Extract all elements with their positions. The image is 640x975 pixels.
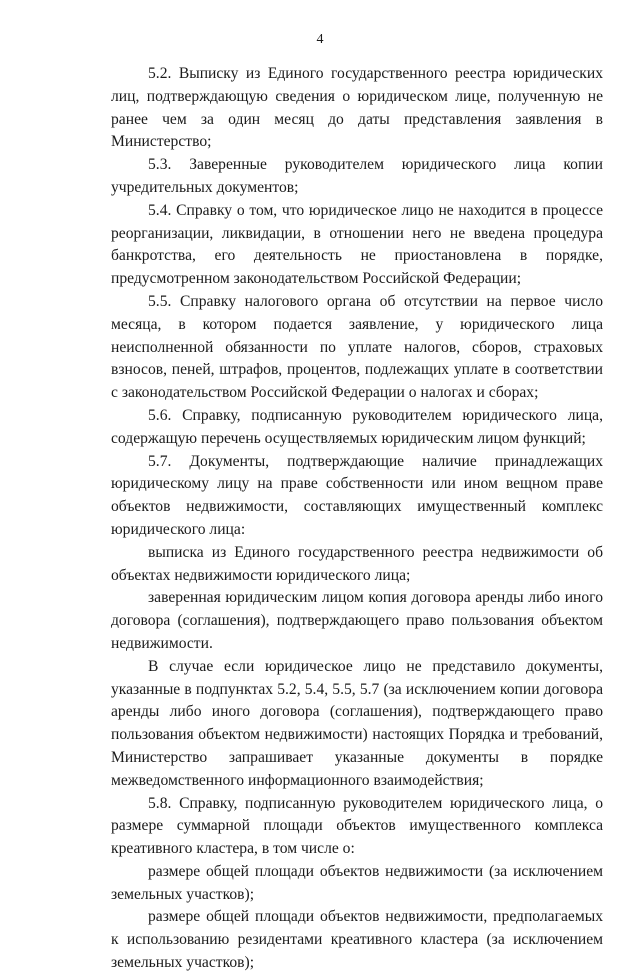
paragraph-5-7-lease-copy: заверенная юридическим лицом копия договора аренды либо иного договора (соглашения), подтверждающего право пользования объектом недвижимости. (111, 589, 603, 652)
paragraph-5-8-total-area: размере общей площади объектов недвижимости (за исключением земельных участков); (111, 862, 603, 903)
paragraph-5-8-resident-area: размере общей площади объектов недвижимости, предполагаемых к использованию резидентами креативного кластера (за исключением земельных участков); (111, 908, 603, 972)
paragraph-5-7-extract: выписка из Единого государственного реестра недвижимости об объектах недвижимости юридического лица; (111, 543, 603, 584)
paragraph-5-4: 5.4. Справку о том, что юридическое лицо не находится в процессе реорганизации, ликвидации, в отношении него не введена процедура банкротства, его деятельность не приостановлена в порядке, предусмотренном законодательством Российской Федерации; (111, 201, 603, 288)
paragraph-5-3: 5.3. Заверенные руководителем юридического лица копии учредительных документов; (111, 156, 603, 196)
paragraph-interagency-request: В случае если юридическое лицо не представило документы, указанные в подпунктах 5.2, 5.4, 5.5, 5.7 (за исключением копии договора аренды либо иного договора (соглашения), подтверждающего право пользования объектом недвижимости) настоящих Порядка и требований, Министерство запрашивает указанные документы в порядке межведомственного информационного взаимодействия; (111, 657, 603, 789)
paragraph-5-6: 5.6. Справку, подписанную руководителем юридического лица, содержащую перечень осуществляемых юридическим лицом функций; (111, 406, 603, 447)
paragraph-5-5: 5.5. Справку налогового органа об отсутствии на первое число месяца, в котором подается заявление, у юридического лица неисполненной обязанности по уплате налогов, сборов, страховых взносов, пеней, штрафов, процентов, подлежащих уплате в соответствии с законодательством Российской Федерации о налогах и сборах; (111, 292, 603, 402)
document-body (111, 63, 603, 975)
paragraph-5-2: 5.2. Выписку из Единого государственного реестра юридических лиц, подтверждающую сведения о юридическом лице, полученную не ранее чем за один месяц до даты представления заявления в Министерство; (111, 65, 603, 151)
paragraph-5-7: 5.7. Документы, подтверждающие наличие принадлежащих юридическому лицу на праве собственности или ином вещном праве объектов недвижимости, составляющих имущественный комплекс юридического лица: (111, 452, 603, 538)
page-number: 4 (316, 32, 324, 47)
paragraph-5-8: 5.8. Справку, подписанную руководителем юридического лица, о размере суммарной площади объектов имущественного комплекса креативного кластера, в том числе о: (111, 794, 603, 858)
